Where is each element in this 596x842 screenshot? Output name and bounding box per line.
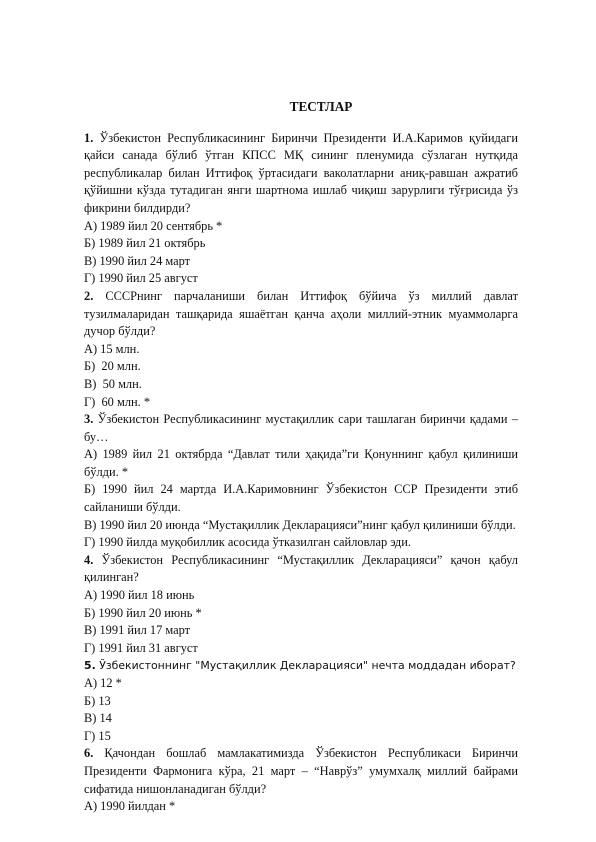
- test-document: [84, 98, 518, 816]
- answer-option: А) 1989 йил 20 сентябрь *: [84, 218, 223, 233]
- answer-option: Г) 60 млн. *: [84, 394, 151, 409]
- question-text: Ўзбекистон Республикасининг “Мустақиллик Декларацияси” қачон қабул қилинган?: [84, 552, 518, 585]
- answer-option: Б) 20 млн.: [84, 359, 141, 374]
- question-1: [84, 130, 518, 288]
- question-text: Ўзбекистон Республикасининг мустақиллик сари ташлаган биринчи қадами – бу…: [84, 412, 518, 444]
- question-text: Ўзбекистоннинг "Мустақиллик Декларацияси" нечта моддадан иборат?: [99, 659, 516, 673]
- question-number: 1.: [84, 130, 94, 145]
- question-number: 3.: [84, 412, 94, 427]
- answer-option: В) 1991 йил 17 март: [84, 623, 191, 638]
- question-3: [84, 411, 518, 552]
- answer-option: Б) 13: [84, 693, 111, 708]
- page-title: ТЕСТЛАР: [289, 99, 353, 114]
- question-number: 2.: [84, 288, 94, 303]
- question-4: [84, 552, 518, 658]
- answer-option: Г) 1991 йил 31 август: [84, 640, 198, 655]
- answer-option: А) 1990 йилдан *: [84, 799, 176, 814]
- answer-option: В) 1990 йил 20 июнда “Мустақиллик Декларацияси”нинг қабул қилиниши бўлди.: [84, 517, 516, 532]
- answer-option: В) 50 млн.: [84, 376, 142, 391]
- answer-option: Г) 15: [84, 728, 111, 743]
- question-6: [84, 745, 518, 815]
- answer-option: Г) 1990 йил 25 август: [84, 271, 198, 286]
- answer-option: А) 15 млн.: [84, 341, 140, 356]
- answer-option: А) 1989 йил 21 октябрда “Давлат тили ҳақида”ги Қонуннинг қабул қилиниши бўлди. *: [84, 447, 518, 479]
- answer-option: А) 12 *: [84, 676, 122, 690]
- answer-option: Б) 1989 йил 21 октябрь: [84, 236, 206, 251]
- question-text: Ўзбекистон Республикасининг Биринчи Президенти И.А.Каримов қуйидаги қайси санада бўлиб ўтган КПСС МҚ сининг пленумида сўзлаган нутқида республикалар билан Иттифоқ ўртасидаги ваколатларни аниқ-равшан ажратиб қўйишни кўзда тутадиган янги шартнома ишлаб чиқиш зарурлиги тўғрисида ўз фикрини билдирди?: [84, 130, 519, 215]
- question-number: 4.: [84, 552, 94, 567]
- answer-option: В) 1990 йил 24 март: [84, 253, 191, 268]
- answer-option: Б) 1990 йил 24 мартда И.А.Каримовнинг Ўзбекистон ССР Президенти этиб сайланиши бўлди.: [84, 482, 518, 515]
- answer-option: В) 14: [84, 711, 112, 726]
- answer-option: Г) 1990 йилда муқобиллик асосида ўтказилган сайловлар эди.: [84, 535, 411, 550]
- question-number: 5.: [84, 659, 96, 673]
- question-number: 6.: [84, 746, 94, 761]
- question-text: СССРнинг парчаланиши билан Иттифоқ бўйича ўз миллий давлат тузилмаларидан ташқарида яшаётган қанча аҳоли миллий-этник муаммоларга дучор бўлди?: [84, 288, 518, 339]
- question-5: [84, 657, 518, 745]
- answer-option: Б) 1990 йил 20 июнь *: [84, 605, 202, 620]
- answer-option: А) 1990 йил 18 июнь: [84, 588, 195, 603]
- question-2: [84, 288, 518, 411]
- question-text: Қачондан бошлаб мамлакатимизда Ўзбекистон Республикаси Биринчи Президенти Фармонига кўра, 21 март – “Наврўз” умумхалқ миллий байрами сифатида нишонланадиган бўлди?: [84, 746, 518, 796]
